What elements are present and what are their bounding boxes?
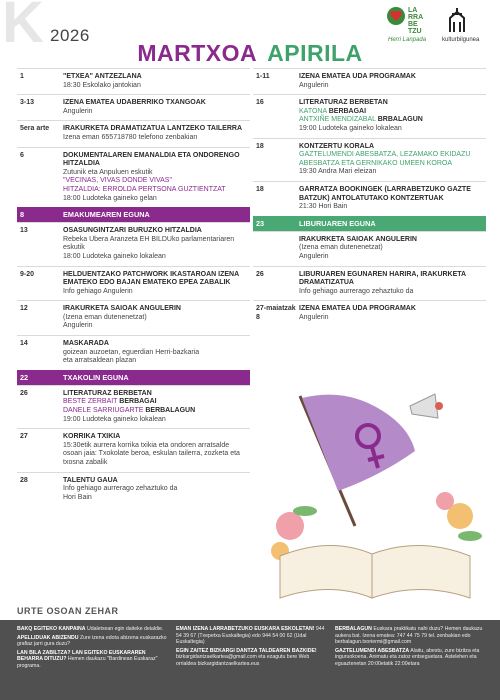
event-row: 28 TALENTU GAUA Info gehiago aurrerago zehaztuko da Hori Bain: [17, 472, 250, 507]
flower-icon: [276, 512, 304, 540]
event-row: 13 OSASUNGINTZARI BURUZKO HITZALDIA Rebeka Ubera Aranzeta EH BILDUko parlamentariaren eskutik 18:00 Ludoteka gaineko lokalean: [17, 222, 250, 265]
event-row: 5era arte IRAKURKETA DRAMATIZATUA LANTZEKO TAILERRA Izena eman 655718780 telefono zenbakian: [17, 120, 250, 146]
footer-column: BERBALAGUN Euskara praktikatu nahi duzu? Hemen daukazu aukera bat. Izena ematea: 747 44 75 79 tel. zenbakian edo berbalagun.txoriermi@gmail.com GAZTELUMENDI ABESBATZA Alaitu, abestu, zure bizitza eta inguruokoena. Animatu eta zatoz entseguetara. Astelehen eta eguaztenetan 20:00etatik 22:00etara: [335, 626, 483, 667]
footer-info: [0, 620, 500, 700]
highlight-band: 8 EMAKUMEAREN EGUNA: [17, 207, 250, 222]
event-row: 18 KONTZERTU KORALA GAZTELUMENDI ABESBATZA, LEZAMAKO EKIDAZU ABESBATZA ETA GERNIKAKO UMEEN KOROA 19:30 Andra Mari eleizan: [253, 138, 486, 181]
event-row: 1-11 IZENA EMATEA UDA PROGRAMAK Angulerin: [253, 68, 486, 94]
book-icon: [280, 545, 372, 598]
kulturbilgunea-logo-icon: [444, 6, 470, 34]
event-row: 9-20 HELDUENTZAKO PATCHWORK IKASTAROAN IZENA EMATEKO EDO BAJAN EMATEKO EPEA ZABALIK Info gehiago Angulerin: [17, 266, 250, 301]
larrabetzu-logo-text: LA RRA BE TZU: [408, 7, 424, 35]
event-row: 12 IRAKURKETA SAIOAK ANGULERIN (Izena eman dutenenetzat) Angulerin: [17, 300, 250, 335]
logo-subtitle-2: kulturbilgunea: [442, 37, 480, 43]
event-row: 26 LIBURUAREN EGUNAREN HARIRA, IRAKURKETA DRAMATIZATUA Info gehiago aurrerago zehaztuko da: [253, 266, 486, 301]
event-row: 27 KORRIKA TXIKIA 15:30etik aurrera korrika txikia eta ondoren arratsalde osoan jaia: Txokolate beroa, eskulan tailerra, zozketa eta txosna zabalik: [17, 428, 250, 471]
event-row: 14 MASKARADA goizean auzoetan, eguerdian Herri-bazkaria eta arratsaldean plazan: [17, 335, 250, 370]
highlight-band: 23 LIBURUAREN EGUNA: [253, 216, 486, 231]
highlight-band: 22 TXAKOLIN EGUNA: [17, 370, 250, 385]
decorative-letter: K: [2, 0, 44, 55]
footer-column: EMAN IZENA LARRABETZUKO EUSKARA ESKOLETAN! 944 54 39 67 (Txepetxa Euskaltegia) edo 944 54 00 62 (Udal Euskaltegia) EGIN ZAITEZ BIZKARGI DANTZA TALDEAREN BAZKIDE! bizkargidantzaelkartea@gmail.com eta ezagutu bere Web orrialdea bizkargidantzaelkartea.eus: [176, 626, 325, 667]
heart-logo-icon: [386, 6, 406, 28]
event-row: 1 "ETXEA" ANTZEZLANA 18:30 Eskolako jantokian: [17, 68, 250, 94]
event-row: 3-13 IZENA EMATEA UDABERRIKO TXANGOAK Angulerin: [17, 94, 250, 120]
logos: [386, 6, 488, 46]
event-row: 6 DOKUMENTALAREN EMANALDIA ETA ONDORENGO HITZALDIA Zutunik eta Anpuluen eskutik "VECINAS, VIVAS DONDE VIVAS" HITZALDIA: ERROLDA PERTSONA GUZTIENTZAT 18:00 Ludoteka gaineko gelan: [17, 147, 250, 208]
month-march: MARTXOA: [137, 40, 258, 66]
year: 2026: [50, 26, 90, 45]
month-april: APIRILA: [267, 40, 363, 66]
logo-subtitle: Herri Lanpada: [388, 37, 427, 43]
event-row: 26 LITERATURAZ BERBETAN BESTE ZERBAIT BERBAGAI DANELE SARRIUGARTE BERBALAGUN 19:00 Ludoteka gaineko lokalean: [17, 385, 250, 428]
event-row: 27-maiatzak 8 IZENA EMATEA UDA PROGRAMAK Angulerin: [253, 300, 486, 326]
section-title: URTE OSOAN ZEHAR: [17, 606, 119, 616]
event-row: 18 GARRATZA BOOKINGEK (LARRABETZUKO GAZTE BATZUK) ANTOLATUTAKO KONTZERTUAK 21:30 Hori Bain: [253, 181, 486, 216]
event-row: 16 LITERATURAZ BERBETAN KATONA BERBAGAI ANTXIÑE MENDIZABAL BRBALAGUN 19:00 Ludoteka gaineko lokalean: [253, 94, 486, 137]
footer-column: BAKQ EGITEKO KANPAINA Udaletxean egin daiteke deialdie. APELLIDUAK ABIZENDU Zure izena edota abizena euskarazko grafiaz jarri gura duzu? LAN BILA ZABILTZA? LAN EGITEKO EUSKARAREN BEHARRA DITUZU? Hemen daukazu "Bardinean Euskaraz" programa.: [17, 626, 167, 669]
april-column: [253, 68, 486, 326]
event-row: IRAKURKETA SAIOAK ANGULERIN (Izena eman dutenenetzat) Angulerin: [253, 231, 486, 266]
march-column: [17, 68, 250, 506]
megaphone-icon: [410, 394, 438, 418]
book-flag-illustration: [260, 376, 490, 606]
